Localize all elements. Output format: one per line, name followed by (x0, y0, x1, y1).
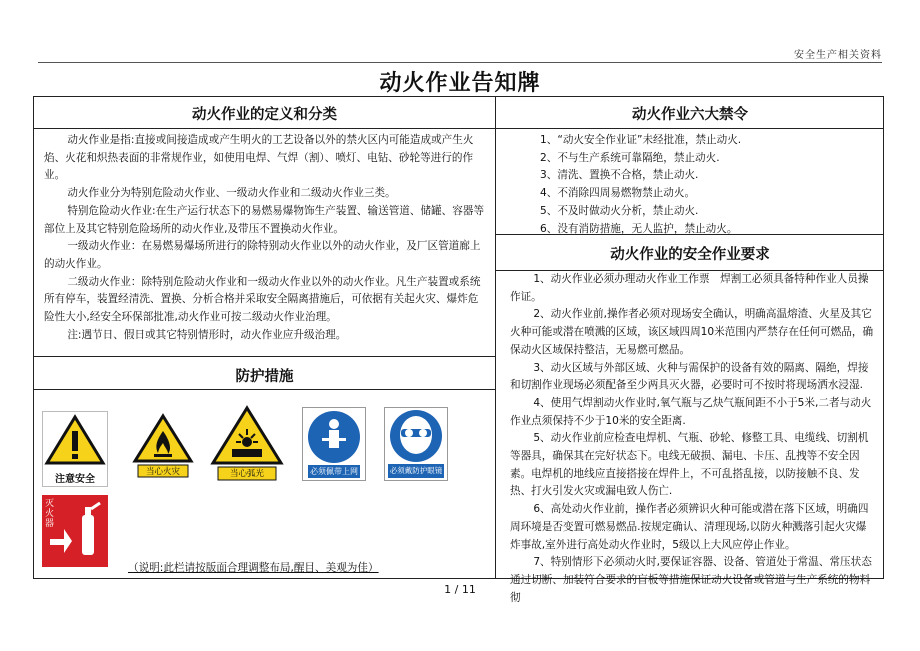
list-item: 3、清洗、置换不合格，禁止动火. (540, 169, 699, 182)
sign-label: 当心火灾 (145, 467, 180, 477)
protection-section (34, 356, 495, 574)
protection-caption: （说明:此栏请按版面合理调整布局,醒目、美观为佳） (128, 562, 379, 574)
definition-paragraph: 动火作业分为特别危险动火作业、一级动火作业和二级动火作业三类。 (67, 187, 396, 200)
requirement-paragraph: 7、特别情形下必须动火时,要保证容器、设备、管道处于常温、常压状态通过切断、加装符合要求的盲板等措施保证动火设备或管道与生产系统的物料彻 (510, 556, 872, 604)
requirement-paragraph: 6、高处动火作业前，操作者必须辨识火种可能或潜在落下区域，明确四周环境是否变置可燃易燃品.按规定确认、清理现场,以防火种溅落引起火灾爆炸事故,室外进行高处动火作业时，5级以上大风应停止作业。 (510, 503, 869, 551)
sign-label: 注意安全 (55, 474, 95, 485)
bans-section (496, 97, 884, 238)
fire-extinguisher-sign (42, 495, 108, 571)
sign-label: 必须佩带上网 (310, 467, 358, 476)
definition-paragraph: 特别危险动火作业:在生产运行状态下的易燃易爆物饰生产装置、输送管道、储罐、容器等部位上及其它特别危险场所的动火作业,及带压不置换动火作业。 (44, 204, 485, 235)
header-divider (38, 62, 882, 63)
list-item: 4、不消除四周易燃物禁止动火。 (540, 187, 696, 200)
sign-label: 必须戴防护眼镜 (389, 466, 443, 475)
definition-paragraph: 二级动火作业：除特别危险动火作业和一级动火作业以外的动火作业。凡生产装置或系统所有停车，装置经清洗、置换、分析合格并采取安全隔离措施后，可依据有关起火灾、爆炸危险性大小,经安全环保部批准,动火作业可按二级动火作业治理。 (44, 275, 481, 324)
sign-label: 灭火器 (45, 499, 55, 529)
definition-body (34, 129, 495, 344)
caution-safety-sign (42, 411, 108, 491)
document-header-note: 安全生产相关资料 (794, 50, 882, 61)
requirement-paragraph: 1、动火作业必须办理动火作业工作票 焊割工必须具备特种作业人员操作证。 (510, 273, 869, 303)
bans-list (496, 129, 884, 238)
protection-heading: 防护措施 (34, 356, 495, 390)
list-item: 1、“动火安全作业证”未经批准，禁止动火. (540, 134, 742, 146)
definition-paragraph: 一级动火作业：在易燃易爆场所进行的除特别动火作业以外的动火作业，及厂区管道廊上的动火作业。 (44, 240, 481, 270)
requirements-heading: 动火作业的安全作业要求 (496, 234, 884, 271)
wear-safety-belt-sign (302, 407, 366, 485)
page-title: 动火作业告知牌 (379, 71, 541, 96)
safety-signs-gallery (40, 401, 480, 531)
requirements-section (496, 234, 884, 607)
fire-hazard-sign (132, 413, 194, 483)
wear-goggles-sign (384, 407, 448, 485)
list-item: 2、不与生产系统可靠隔绝，禁止动火. (540, 151, 720, 164)
requirement-paragraph: 2、动火作业前,操作者必须对现场安全确认，明确高温熔渣、火星及其它火种可能或潜在喷溅的区域，该区域四周10米范围内严禁存在任何可燃品，确保动火区域保持整洁，无易燃可燃品。 (510, 308, 874, 356)
requirement-paragraph: 4、使用气焊割动火作业时,氧气瓶与乙炔气瓶间距不小于5米,二者与动火作业点须保持不少于10米的安全距离. (510, 396, 872, 427)
requirement-paragraph: 5、动火作业前应检查电焊机、气瓶、砂轮、修整工具、电缆线、切割机等器具，确保其在完好状态下。电线无破损、漏电、卡压、乱拽等不安全因素。电焊机的地线应直接搭接在焊件上，不可乱搭乱接，以防接触不良、发热、打火引发火灾或漏电致人伤亡. (510, 432, 869, 498)
list-item: 6、没有消防措施，无人监护，禁止动火。 (540, 222, 738, 235)
definition-paragraph: 注:遇节日、假日或其它特别情形时，动火作业应升级治理。 (67, 328, 347, 341)
requirements-body (496, 271, 884, 607)
bans-heading: 动火作业六大禁令 (496, 97, 884, 129)
page-number: 1 / 11 (444, 583, 476, 596)
definition-section (34, 97, 495, 344)
definition-paragraph: 动火作业是指:直接或间接造成或产生明火的工艺设备以外的禁火区内可能造成或产生火焰、火花和炽热表面的非常规作业，如使用电焊、气焊（割）、喷灯、电钻、砂轮等进行的作业。 (44, 134, 474, 182)
definition-heading: 动火作业的定义和分类 (34, 97, 495, 129)
arc-hazard-sign (210, 405, 284, 487)
list-item: 5、不及时做动火分析，禁止动火. (540, 204, 699, 217)
left-column (34, 97, 496, 578)
right-column (496, 97, 884, 604)
sign-label: 当心弧光 (229, 469, 264, 479)
requirement-paragraph: 3、动火区域与外部区域、火种与需保护的设备有效的隔离、隔绝，焊接和切割作业现场必须配备至少两具灭火器，必要时可不按时将现场洒水浸湿. (510, 361, 869, 392)
